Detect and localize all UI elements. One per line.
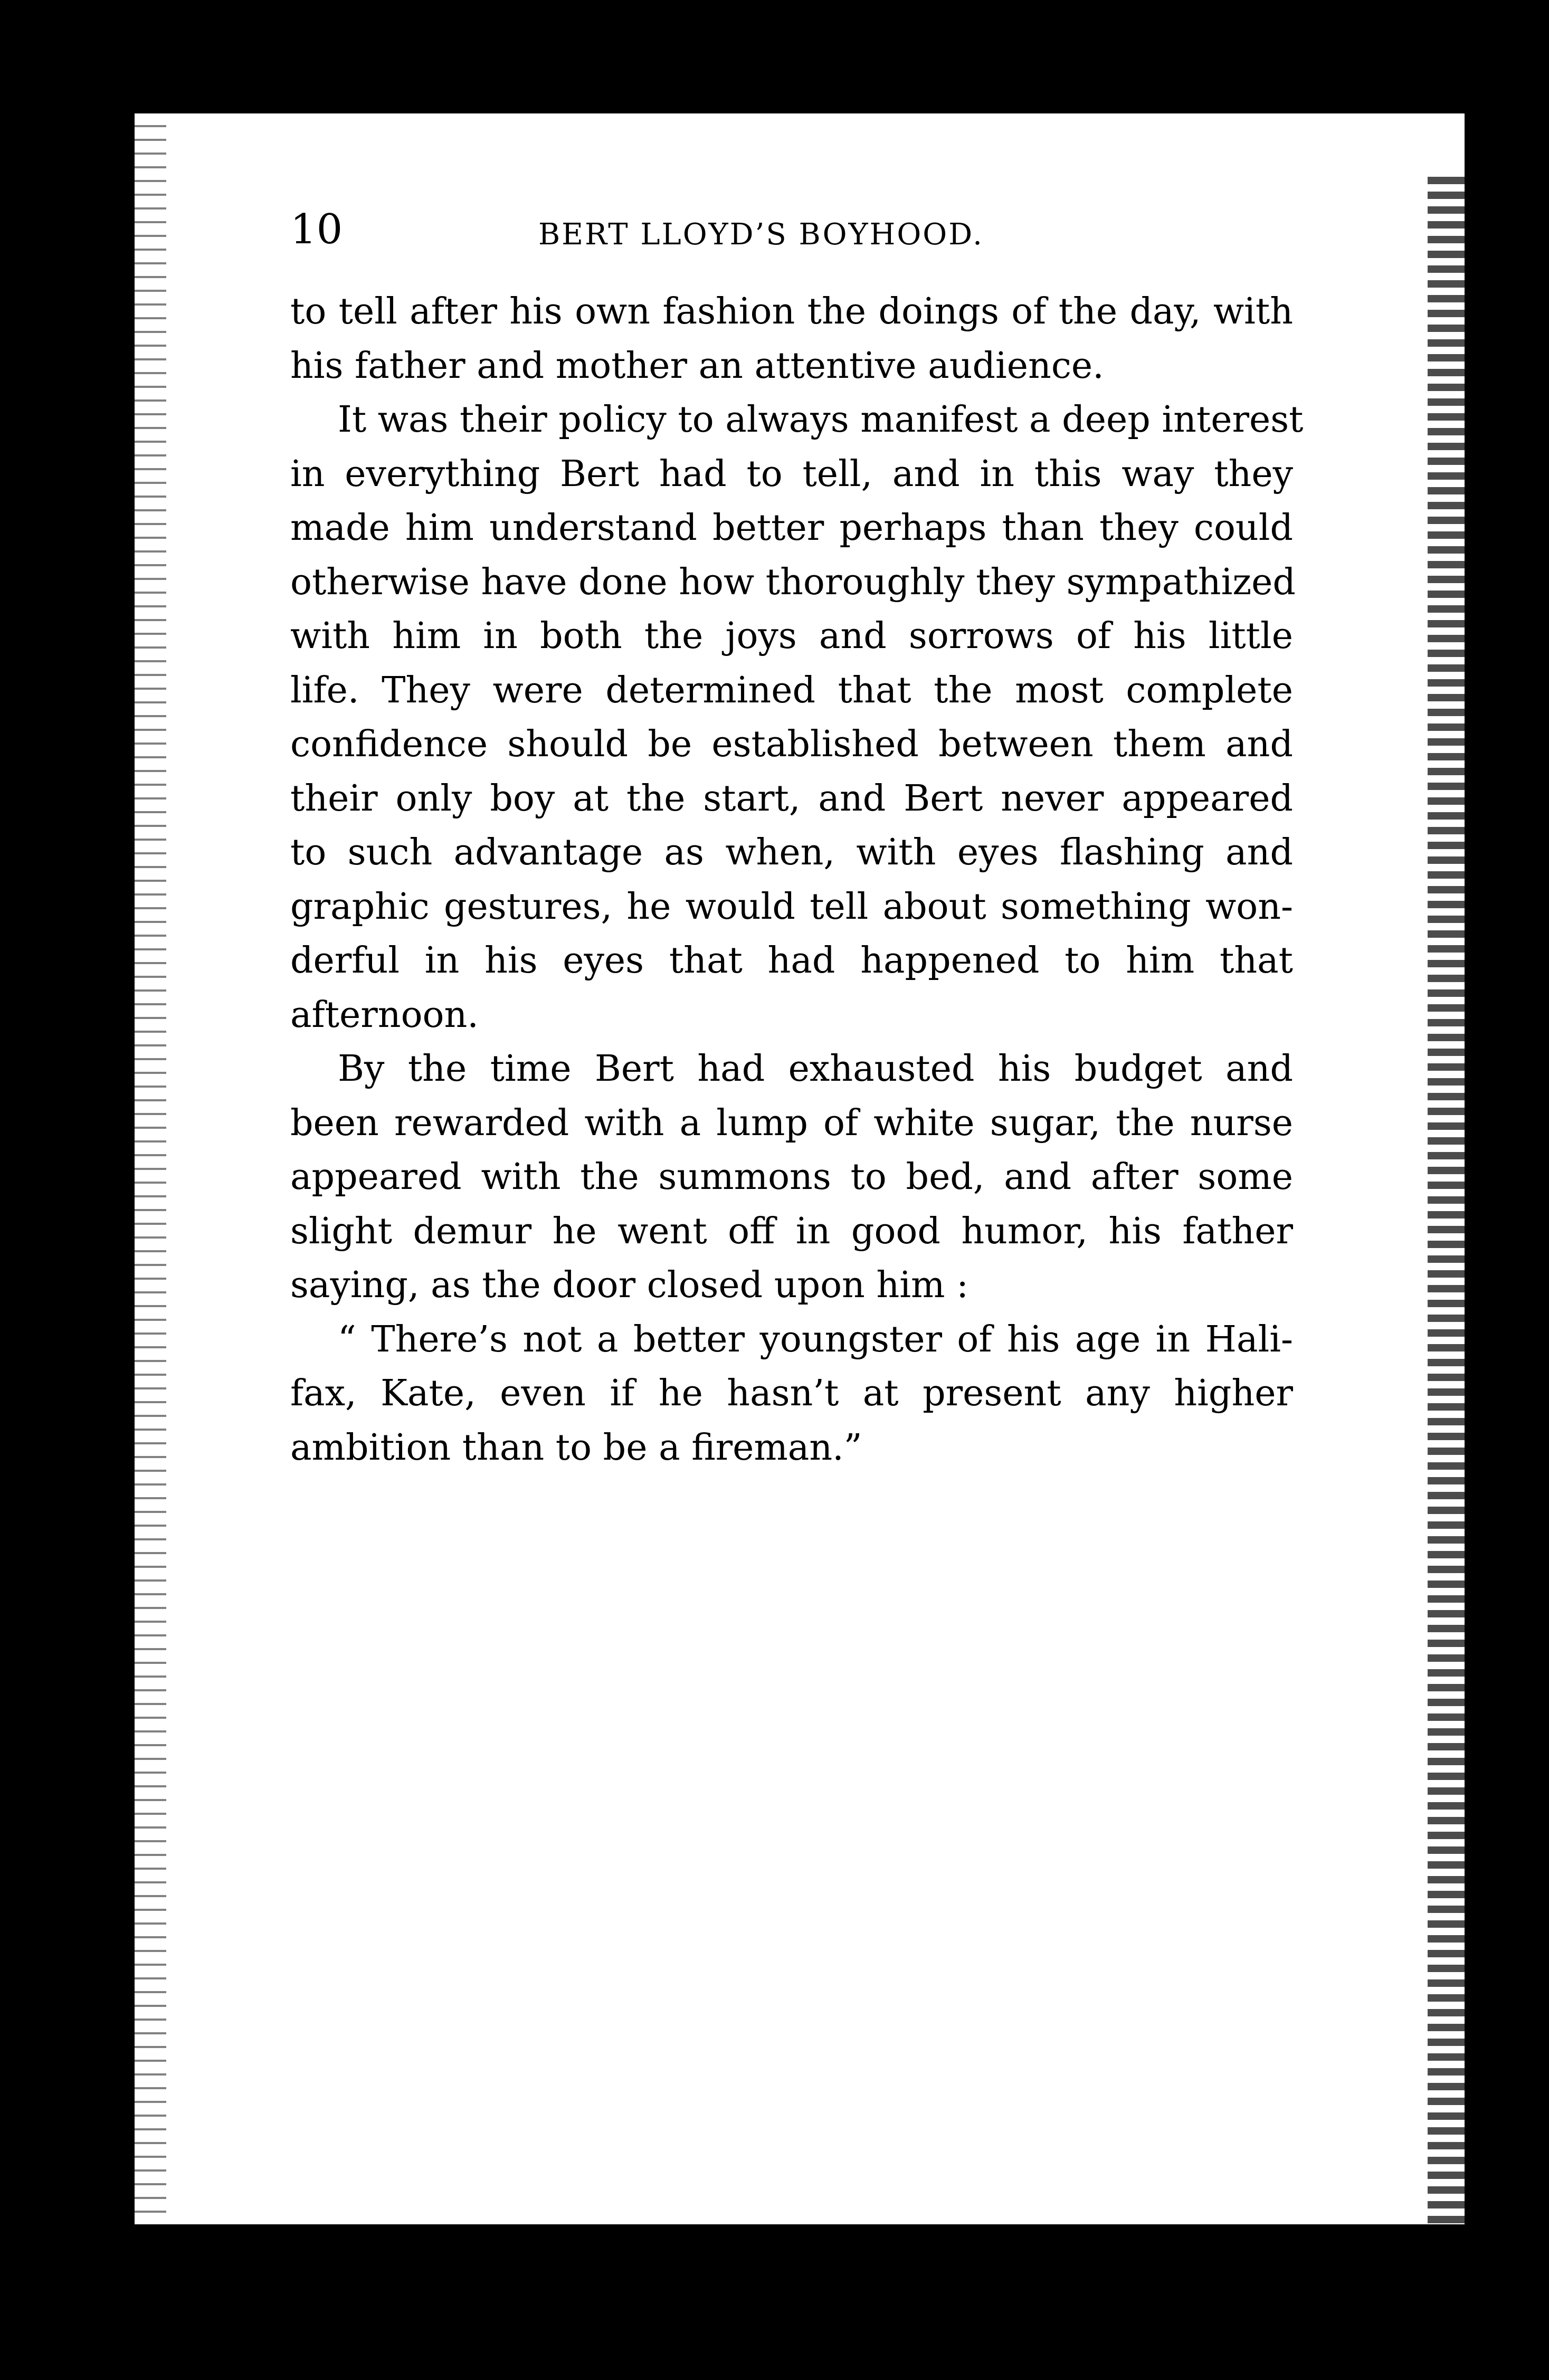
text-line: his father and mother an attentive audience. bbox=[290, 345, 1104, 387]
text-line: derful in his eyes that had happened to him that bbox=[290, 940, 1293, 982]
text-line: appeared with the summons to bed, and after some bbox=[290, 1156, 1293, 1198]
page-number: 10 bbox=[290, 206, 343, 253]
text-line: in everything Bert had to tell, and in this way they bbox=[290, 453, 1293, 495]
text-line: graphic gestures, he would tell about something won- bbox=[290, 886, 1293, 928]
running-title: BERT LLOYD’S BOYHOOD. bbox=[538, 217, 984, 252]
text-line: fax, Kate, even if he hasn’t at present any higher bbox=[290, 1373, 1293, 1414]
text-line: otherwise have done how thoroughly they sympathized bbox=[290, 561, 1296, 603]
text-line: afternoon. bbox=[290, 994, 479, 1036]
text-line: with him in both the joys and sorrows of his little bbox=[290, 615, 1293, 657]
text-line: “ There’s not a better youngster of his age in Hali- bbox=[338, 1318, 1293, 1360]
text-line: By the time Bert had exhausted his budget and bbox=[338, 1048, 1293, 1090]
page-header bbox=[290, 201, 1293, 259]
text-line: to such advantage as when, with eyes flashing and bbox=[290, 832, 1293, 873]
text-line: life. They were determined that the most complete bbox=[290, 669, 1293, 711]
text-line: It was their policy to always manifest a deep interest bbox=[338, 399, 1304, 441]
text-line: saying, as the door closed upon him : bbox=[290, 1264, 968, 1306]
text-line: ambition than to be a fireman.” bbox=[290, 1426, 862, 1469]
page-left-edge bbox=[135, 113, 166, 2224]
text-line: slight demur he went off in good humor, his father bbox=[290, 1210, 1293, 1252]
text-line: their only boy at the start, and Bert never appeared bbox=[290, 777, 1293, 820]
page-right-edge bbox=[1428, 177, 1465, 2224]
text-line: made him understand better perhaps than they could bbox=[290, 507, 1293, 549]
body-text bbox=[290, 285, 1304, 1475]
text-line: to tell after his own fashion the doings of the day, with bbox=[290, 291, 1293, 332]
text-line: been rewarded with a lump of white sugar, the nurse bbox=[290, 1102, 1293, 1144]
text-line: confidence should be established between them and bbox=[290, 723, 1293, 765]
